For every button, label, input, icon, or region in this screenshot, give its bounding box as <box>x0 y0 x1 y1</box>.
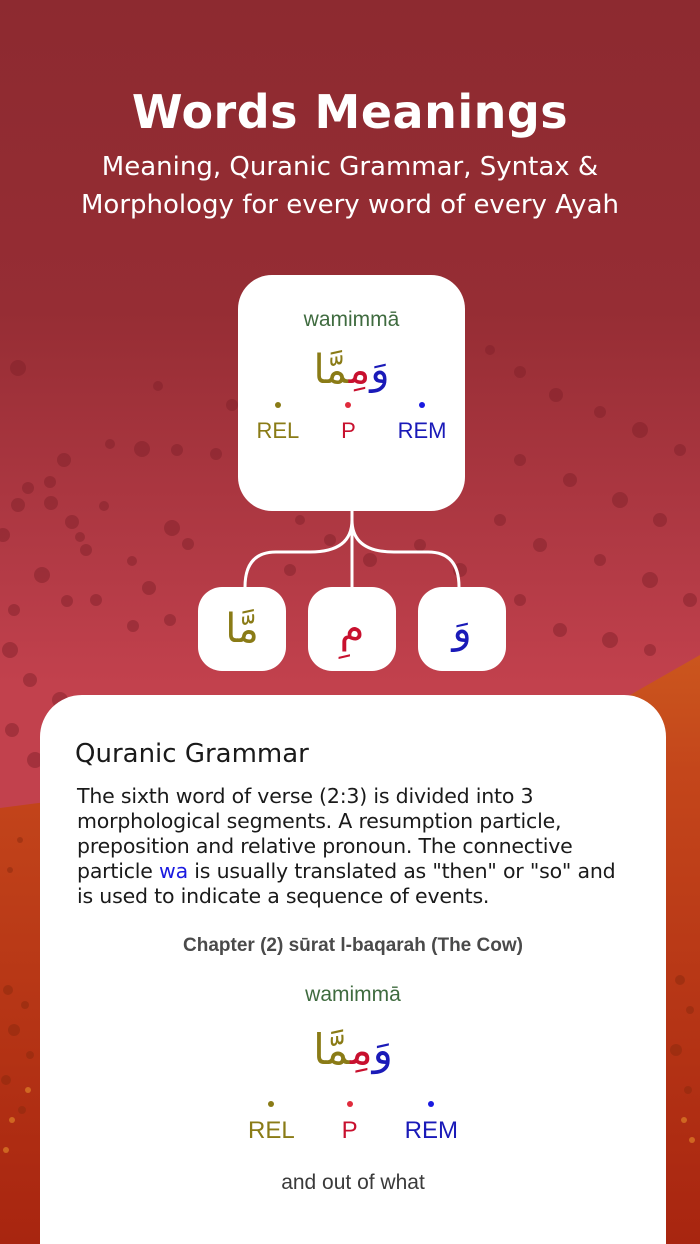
word-transliteration: wamimmā <box>303 308 400 331</box>
subtitle-line-2: Morphology for every word of every Ayah <box>81 190 619 220</box>
tag-label: REL <box>248 1117 295 1144</box>
panel-tag-p[interactable] <box>342 1101 358 1145</box>
tag-label: REL <box>256 418 300 443</box>
header <box>0 80 700 224</box>
tag-label: P <box>341 1117 358 1144</box>
arabic-segment-rem: وَ <box>370 347 390 393</box>
word-tags <box>257 402 447 444</box>
dot-icon <box>428 1101 434 1107</box>
segment-card-p[interactable] <box>308 587 396 671</box>
dot-icon <box>275 402 281 408</box>
dot-icon <box>345 402 351 408</box>
word-arabic <box>313 346 389 394</box>
arabic-segment-p: مِ <box>350 1025 373 1074</box>
segment-text: مِ <box>339 606 365 652</box>
word-card[interactable] <box>238 275 465 511</box>
panel-tags <box>248 1101 458 1145</box>
segment-card-rel[interactable] <box>198 587 286 671</box>
dot-icon <box>268 1101 274 1107</box>
tag-label: P <box>341 418 356 443</box>
arabic-segment-rem: وَ <box>372 1025 393 1074</box>
tag-rel[interactable] <box>257 402 300 444</box>
segment-text: مَّا <box>225 606 259 652</box>
tag-rem[interactable] <box>398 402 447 444</box>
arabic-segment-rel: مَّا <box>313 347 349 393</box>
tag-label: REM <box>397 418 447 443</box>
word-meaning: and out of what <box>281 1171 425 1194</box>
page-title: Words Meanings <box>131 85 569 139</box>
segment-card-rem[interactable] <box>418 587 506 671</box>
grammar-panel <box>40 695 666 1244</box>
arabic-segment-rel: مَّا <box>313 1025 351 1074</box>
panel-tag-rem[interactable] <box>405 1101 458 1145</box>
body-text: is usually translated as "then" or "so" and is used to indicate a sequence of events. <box>77 859 616 908</box>
chapter-label: Chapter (2) sūrat l-baqarah (The Cow) <box>183 935 523 956</box>
tag-label: REM <box>404 1117 458 1144</box>
panel-tag-rel[interactable] <box>248 1101 295 1145</box>
body-text: The sixth word of verse (2:3) is divided into 3 morphological segments. A resumption particle, preposition and relative pronoun. The connective particle <box>77 784 573 883</box>
segment-text: وَ <box>452 606 472 652</box>
panel-title: Quranic Grammar <box>75 739 309 769</box>
dot-icon <box>347 1101 353 1107</box>
highlight-wa-link[interactable]: wa <box>159 859 188 883</box>
panel-arabic <box>40 1025 666 1074</box>
subtitle-line-1: Meaning, Quranic Grammar, Syntax & <box>101 152 599 182</box>
panel-description <box>77 784 637 909</box>
dot-icon <box>419 402 425 408</box>
tag-p[interactable] <box>341 402 356 444</box>
panel-transliteration: wamimmā <box>305 983 401 1006</box>
arabic-segment-p: مِ <box>348 347 371 393</box>
